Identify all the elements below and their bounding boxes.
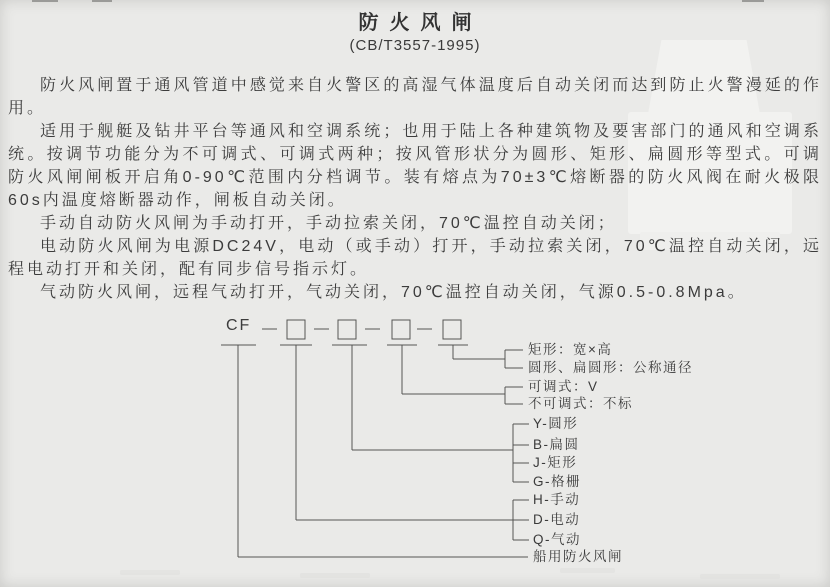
- diagram-label-drive-d: D-电动: [533, 512, 581, 527]
- scan-artifact: [32, 0, 58, 2]
- model-code-diagram: [0, 315, 830, 587]
- scan-artifact: [92, 0, 112, 2]
- diagram-label-shape-b: B-扁圆: [533, 437, 580, 452]
- diagram-label-fixed: 不可调式：不标: [528, 396, 633, 411]
- paragraph-pneumatic: 气动防火风闸，远程气动打开，气动关闭，70℃温控自动关闭，气源0.5-0.8Mpa。: [40, 284, 747, 301]
- standard-number: (CB/T3557-1995): [349, 37, 481, 54]
- diagram-label-shape-y: Y-圆形: [533, 416, 579, 431]
- body-text: [8, 74, 822, 304]
- paragraph-electric: 电动防火风闸为电源DC24V，电动（或手动）打开，手动拉索关闭，70℃温控自动关闭，远程电动打开和关闭，配有同步信号指示灯。: [8, 238, 822, 278]
- paragraph-usage: 适用于舰艇及钻井平台等通风和空调系统；也用于陆上各种建筑物及要害部门的通风和空调系统。按调节功能分为不可调式、可调式两种；按风管形状分为圆形、矩形、扁圆形等型式。可调防火风闸闸板开启角0-90℃范围内分档调节。装有熔点为70±3℃熔断器的防火风阀在耐火极限60s内温度熔断器动作，闸板自动关闭。: [8, 123, 822, 209]
- connector-lines: [0, 315, 830, 587]
- diagram-label-drive-h: H-手动: [533, 492, 581, 507]
- diagram-label-shape-j: J-矩形: [533, 455, 578, 470]
- model-prefix: CF: [226, 317, 252, 334]
- diagram-label-adjustable: 可调式：V: [528, 379, 599, 394]
- scan-artifact: [742, 0, 764, 2]
- paragraph-manual: 手动自动防火风闸为手动打开，手动拉索关闭，70℃温控自动关闭；: [40, 215, 617, 232]
- diagram-label-rect-size: 矩形：宽×高: [528, 342, 613, 357]
- diagram-label-drive-q: Q-气动: [533, 532, 581, 547]
- diagram-label-round-size: 圆形、扁圆形：公称通径: [528, 360, 693, 375]
- paragraph-intro: 防火风闸置于通风管道中感觉来自火警区的高湿气体温度后自动关闭而达到防止火警漫延的作用。: [8, 77, 822, 117]
- diagram-label-shape-g: G-格栅: [533, 474, 581, 489]
- page-title: 防火风闸: [358, 12, 483, 34]
- diagram-label-base: 船用防火风闸: [533, 549, 623, 564]
